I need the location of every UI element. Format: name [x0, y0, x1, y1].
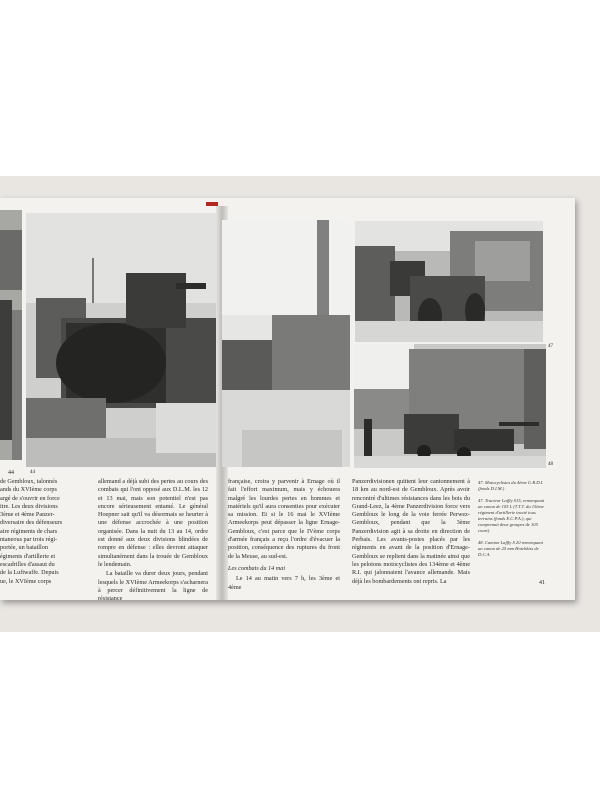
caption-47b: 47. Tracteur Laffly S15, remorquant un canon de 105 L (T.T.T. du 15ème régiment d'artillerie tracté tous terrains (fonds E.C.P.A.), qui comprenait deux groupes de 105 court).	[478, 498, 545, 533]
column2-paragraph: La bataille va durer deux jours, pendant lesquels le XVIème Armeekorps s'acharnera à percer définitivement la ligne de résistance	[98, 570, 208, 603]
photo-number-47: 47	[548, 344, 553, 349]
photo-tank-continued	[222, 220, 350, 467]
column3-paragraph: Le 14 au matin vers 7 h, les 3ème et 4ème	[228, 575, 340, 591]
column2-paragraph: allemand a déjà subi des pertes au cours des combats qui l'ont opposé aux D.L.M. les 12 et 13 mai, mais son potentiel n'est pas encore sérieusement entamé. Le général Hoepner sait qu'il va désormais se heurter à une défense accrochée à une position organisée. Dans la nuit du 13 au 14, ordre est donné aux deux divisions blindées de rompre en défense : elles devront attaquer simultanément dans la trouée de Gembloux le lendemain.	[98, 478, 208, 568]
column4-paragraph: Panzerdivisionen quittent leur cantonnement à 18 km au nord-est de Gembloux. Après avoir rencontré d'ultimes résistances dans les bois du Grand-Leez, la 4ème Panzerdivision force vers Gembloux le long de la voie ferrée Perwez-Gembloux, pendant que la 3ème Panzerdivision agit à sa droite en direction de Perbais. Les avants-postes placés par les régiments en avant de la position d'Ernage-Gembloux se replient dans la matinée ainsi que les pelotons motocyclistes des 134ème et 4ème R.I. qui jalonnaient l'avance allemande. Mais déjà les bombardements ont repris. La	[352, 478, 470, 585]
photo-tank	[26, 213, 216, 467]
text-column-2	[98, 478, 208, 604]
photo-captions	[478, 480, 548, 564]
photo-left-edge	[0, 210, 22, 460]
page-number-left: 44	[8, 470, 14, 476]
column1-line: escadrilles d'assaut du	[0, 560, 55, 568]
caption-47a: 47. Motocyclistes du 4ème G.R.D.I. (fonds D.I.M.)	[478, 480, 544, 491]
text-column-3	[228, 478, 340, 593]
photo-number-44: 44	[30, 470, 35, 475]
page-number-right: 41	[539, 580, 545, 586]
column1-line: ands du XVIème corps	[0, 486, 57, 494]
column1-line: 3ème et 4ème Panzer-	[0, 511, 55, 519]
column1-line: de Gembloux, talonnés	[0, 478, 58, 485]
text-column-4	[352, 478, 470, 587]
motorcyclists-image	[355, 221, 543, 342]
text-column-1	[0, 478, 92, 586]
column1-line: de la Luftwaffe. Depuis	[0, 569, 59, 577]
column1-line: ntaneous par trois régi-	[0, 536, 58, 544]
column1-line: itre. Les deux divisions	[0, 502, 58, 510]
column1-line: aire régiments de chars	[0, 527, 58, 535]
photo-number-48: 48	[548, 462, 553, 467]
caption-48: 48. Camion Laffly S 20 remorquant un canon de 25 mm Hotchkiss de D.C.A.	[478, 540, 543, 557]
column1-line: égiments d'artillerie et	[0, 552, 56, 560]
truck-gun-image	[354, 344, 546, 468]
tank-continued-image	[222, 220, 350, 467]
photo-left-edge-image	[0, 210, 22, 460]
photo-motorcyclists	[355, 221, 543, 342]
column1-line: ue, le XVIème corps	[0, 577, 52, 585]
column1-line: diversaire des défenseurs	[0, 519, 63, 527]
photo-truck-gun	[354, 344, 546, 468]
column3-paragraph: française, croira y parvenir à Ernage où il fait l'effort maximum, mais y échouera malgré les lourdes pertes en hommes et matériels qu'il aura consenties pour exécuter sa mission. Et si le 16 mai le XVIème Armeekorps peut dépasser la ligne Ernage-Gembloux, c'est parce que le IVème corps d'armée français a reçu l'ordre d'évacuer la position, conséquence des ruptures du front de la Meuse, au sud-est.	[228, 478, 340, 560]
column1-line: portée, un bataillon	[0, 544, 48, 552]
tank-image	[26, 213, 216, 467]
section-heading: Les combats du 14 mai	[228, 564, 286, 572]
column1-line: argé de s'ouvrir en force	[0, 494, 60, 502]
